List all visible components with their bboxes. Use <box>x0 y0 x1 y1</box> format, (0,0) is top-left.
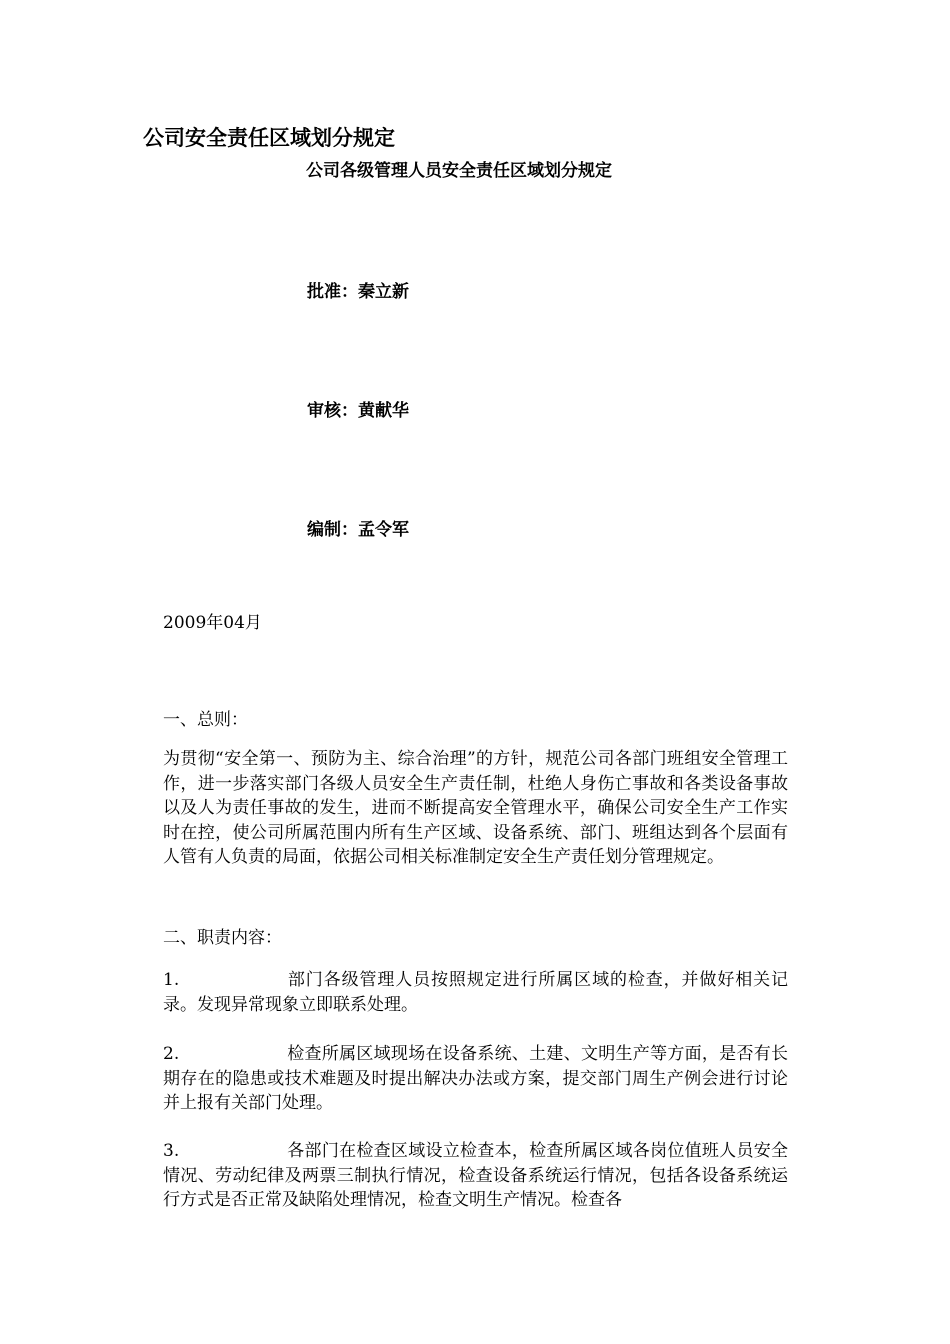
compiled-by-line: 编制：孟令军 <box>307 520 409 540</box>
review-line: 审核：黄献华 <box>307 401 409 421</box>
duty-item-1 <box>163 968 788 1017</box>
duty-number: 1. <box>163 970 180 990</box>
document-subtitle: 公司各级管理人员安全责任区域划分规定 <box>306 161 612 181</box>
duty-item-2 <box>163 1042 788 1116</box>
duty-text: 检查所属区域现场在设备系统、土建、文明生产等方面，是否有长期存在的隐患或技术难题及时提出解决办法或方案，提交部门周生产例会进行讨论并上报有关部门处理。 <box>163 1044 788 1113</box>
general-heading: 一、总则： <box>163 710 248 730</box>
duty-item-3 <box>163 1139 788 1213</box>
general-paragraph: 为贯彻“安全第一、预防为主、综合治理”的方针，规范公司各部门班组安全管理工作，进一步落实部门各级人员安全生产责任制，杜绝人身伤亡事故和各类设备事故以及人为责任事故的发生，进而不断提高安全管理水平，确保公司安全生产工作实时在控，使公司所属范围内所有生产区域、设备系统、部门、班组达到各个层面有人管有人负责的局面，依据公司相关标准制定安全生产责任划分管理规定。 <box>163 749 788 867</box>
duty-text: 各部门在检查区域设立检查本，检查所属区域各岗位值班人员安全情况、劳动纪律及两票三制执行情况，检查设备系统运行情况，包括各设备系统运行方式是否正常及缺陷处理情况，检查文明生产情况。检查各 <box>163 1141 788 1210</box>
duty-text: 部门各级管理人员按照规定进行所属区域的检查，并做好相关记录。发现异常现象立即联系处理。 <box>163 970 788 1015</box>
duties-heading: 二、职责内容： <box>163 928 282 948</box>
duty-number: 2. <box>163 1044 180 1064</box>
approval-line: 批准：秦立新 <box>307 282 409 302</box>
document-date: 2009年04月 <box>163 613 262 633</box>
duty-number: 3. <box>163 1141 180 1161</box>
document-title: 公司安全责任区域划分规定 <box>143 126 395 150</box>
